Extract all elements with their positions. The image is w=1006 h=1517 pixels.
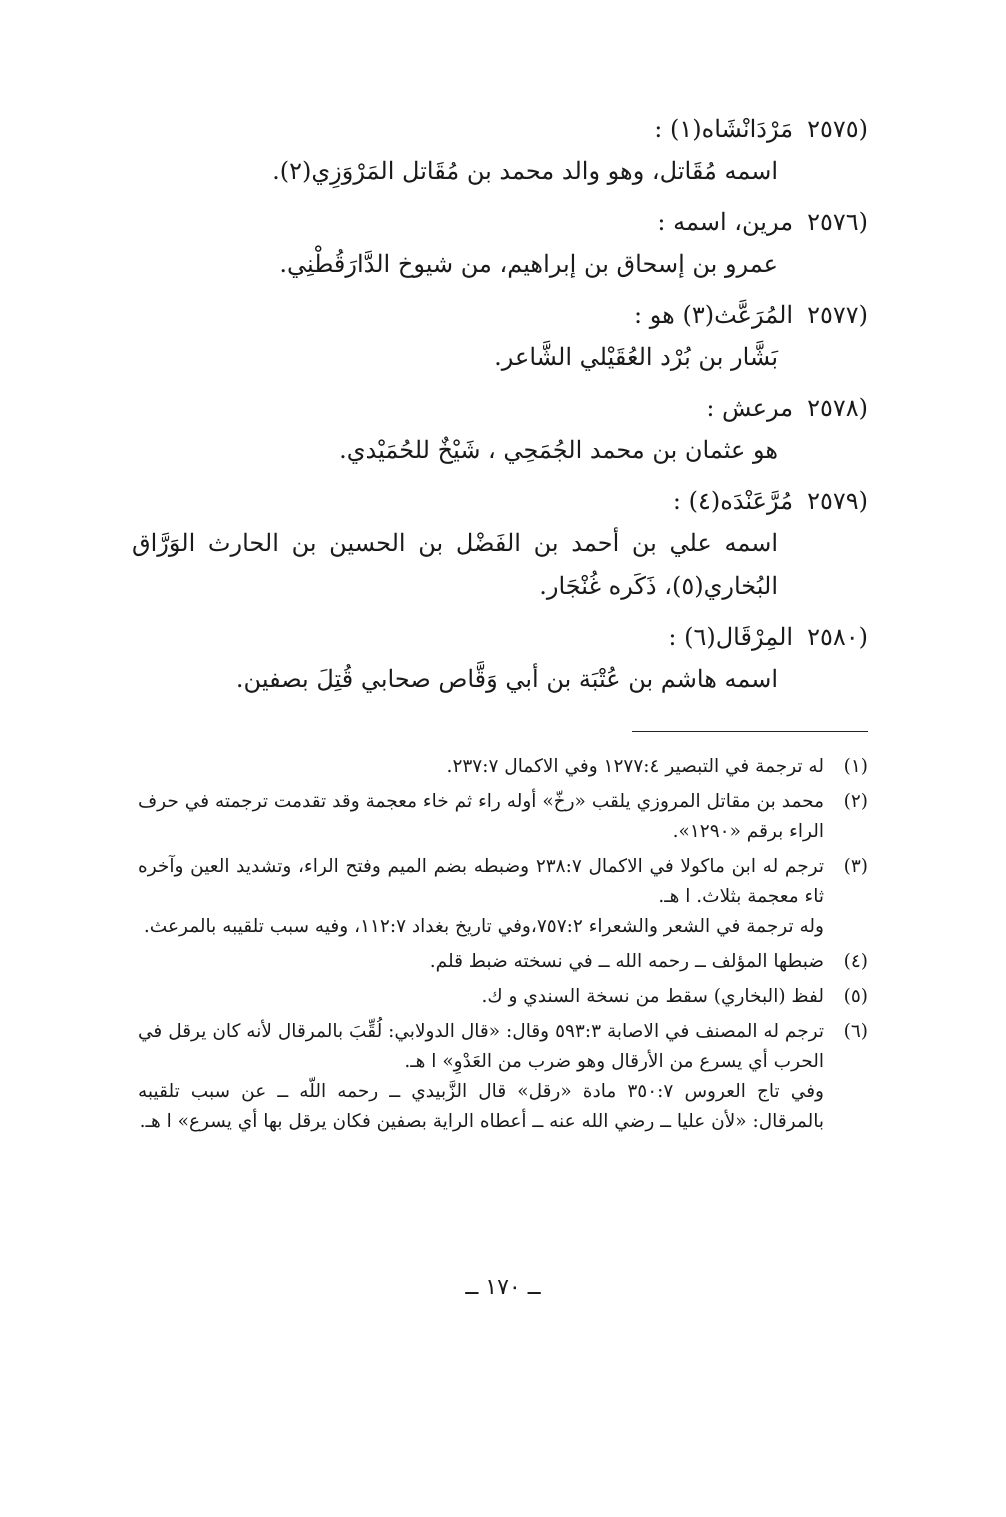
footnote-number: (٦): [843, 1021, 868, 1042]
footnote-paragraph: ترجم له المصنف في الاصابة ٥٩٣:٣ وقال: «قال الدولابي: لُقِّبَ بالمرقال لأنه كان يرقل في الحرب أي يسرع من الأرقال وهو ضرب من العَدْوِ» ا هـ.: [138, 1021, 824, 1072]
footnotes: [138, 752, 868, 1142]
footnote: [138, 852, 868, 942]
entry-number: (٢٥٧٦: [807, 208, 868, 236]
entry-body: اسمه هاشم بن عُتْبَة بن أبي وَقَّاص صحابي قُتِلَ بصفين.: [235, 665, 778, 693]
page-number: ــ ١٧٠ ــ: [465, 1275, 541, 1300]
entries-list: [132, 108, 868, 709]
entry-title: مُرَّعَنْدَه(٤) :: [672, 487, 794, 515]
footnote: [138, 947, 868, 977]
entry: [138, 294, 868, 379]
footnote-number: (٥): [843, 986, 868, 1007]
footnote-paragraph: وله ترجمة في الشعر والشعراء ٧٥٧:٢،وفي تاريخ بغداد ١١٢:٧، وفيه سبب تلقيبه بالمرعث.: [143, 916, 824, 937]
footnote-text: [138, 982, 824, 1012]
entry-body: بَشَّار بن بُرْد العُقَيْلي الشَّاعر.: [494, 343, 778, 371]
footnote: [138, 752, 868, 782]
footnote-number: (٢): [843, 791, 868, 812]
footnote-text: [138, 852, 824, 942]
footnote: [138, 1017, 868, 1137]
entry: [138, 201, 868, 286]
entry-body: اسمه علي بن أحمد بن الفَضْل بن الحسين بن الحارث الوَرَّاق البُخاري(٥)، ذَكَره غُنْجَار.: [132, 529, 778, 600]
entry-title: المُرَعَّث(٣) هو :: [634, 301, 794, 329]
entry: [138, 108, 868, 193]
footnote-paragraph: وفي تاج العروس ٣٥٠:٧ مادة «رقل» قال الزَّبيدي ــ رحمه اللّه ــ عن سبب تلقيبه بالمرقال: «لأن عليا ــ رضي الله عنه ــ أعطاه الراية بصفين فكان يرقل بها أي يسرع» ا هـ.: [138, 1081, 824, 1132]
entry: [138, 387, 868, 472]
entry-number: (٢٥٧٨: [807, 394, 868, 422]
footnote-number: (٣): [843, 856, 868, 877]
entry-number: (٢٥٨٠: [807, 623, 868, 651]
entry-heading: [138, 480, 868, 522]
entry: [132, 480, 868, 608]
entry: [138, 616, 868, 701]
footnote-paragraph: لفظ (البخاري) سقط من نسخة السندي و ك.: [481, 986, 824, 1007]
entry-number: (٢٥٧٥: [807, 115, 868, 143]
footnote-paragraph: ضبطها المؤلف ــ رحمه الله ــ في نسخته ضبط قلم.: [429, 951, 824, 972]
entry-title: مرعش :: [706, 394, 794, 422]
footnote-separator: [632, 731, 868, 732]
footnote: [138, 787, 868, 847]
footnote-text: [138, 1017, 824, 1137]
entry-title: مَرْدَانْشَاه(١) :: [654, 115, 794, 143]
entry-title: المِرْقَال(٦) :: [668, 623, 794, 651]
entry-heading: [138, 201, 868, 243]
entry-title: مرين، اسمه :: [657, 208, 794, 236]
footnote-text: [138, 787, 824, 847]
entry-body: هو عثمان بن محمد الجُمَحِي ، شَيْخٌ للحُمَيْدي.: [339, 436, 778, 464]
footnote-text: [138, 947, 824, 977]
entry-number: (٢٥٧٩: [807, 487, 868, 515]
footnote: [138, 982, 868, 1012]
footnote-number: (١): [843, 756, 868, 777]
entry-heading: [138, 387, 868, 429]
entry-heading: [138, 616, 868, 658]
entry-number: (٢٥٧٧: [807, 301, 868, 329]
entry-heading: [138, 294, 868, 336]
footnote-number: (٤): [843, 951, 868, 972]
footnote-paragraph: محمد بن مقاتل المروزي يلقب «رخّ» أوله راء ثم خاء معجمة وقد تقدمت ترجمته في حرف الراء برقم «١٢٩٠».: [138, 791, 824, 842]
footnote-paragraph: له ترجمة في التبصير ١٢٧٧:٤ وفي الاكمال ٢٣٧:٧.: [446, 756, 824, 777]
footnote-paragraph: ترجم له ابن ماكولا في الاكمال ٢٣٨:٧ وضبطه بضم الميم وفتح الراء، وتشديد العين وآخره ثاء معجمة بثلاث. ا هـ.: [138, 856, 825, 907]
entry-heading: [138, 108, 868, 150]
entry-body: عمرو بن إسحاق بن إبراهيم، من شيوخ الدَّارَقُطْنِي.: [279, 250, 778, 278]
footnote-text: [138, 752, 824, 782]
entry-body: اسمه مُقَاتل، وهو والد محمد بن مُقَاتل المَرْوَزِي(٢).: [272, 157, 778, 185]
